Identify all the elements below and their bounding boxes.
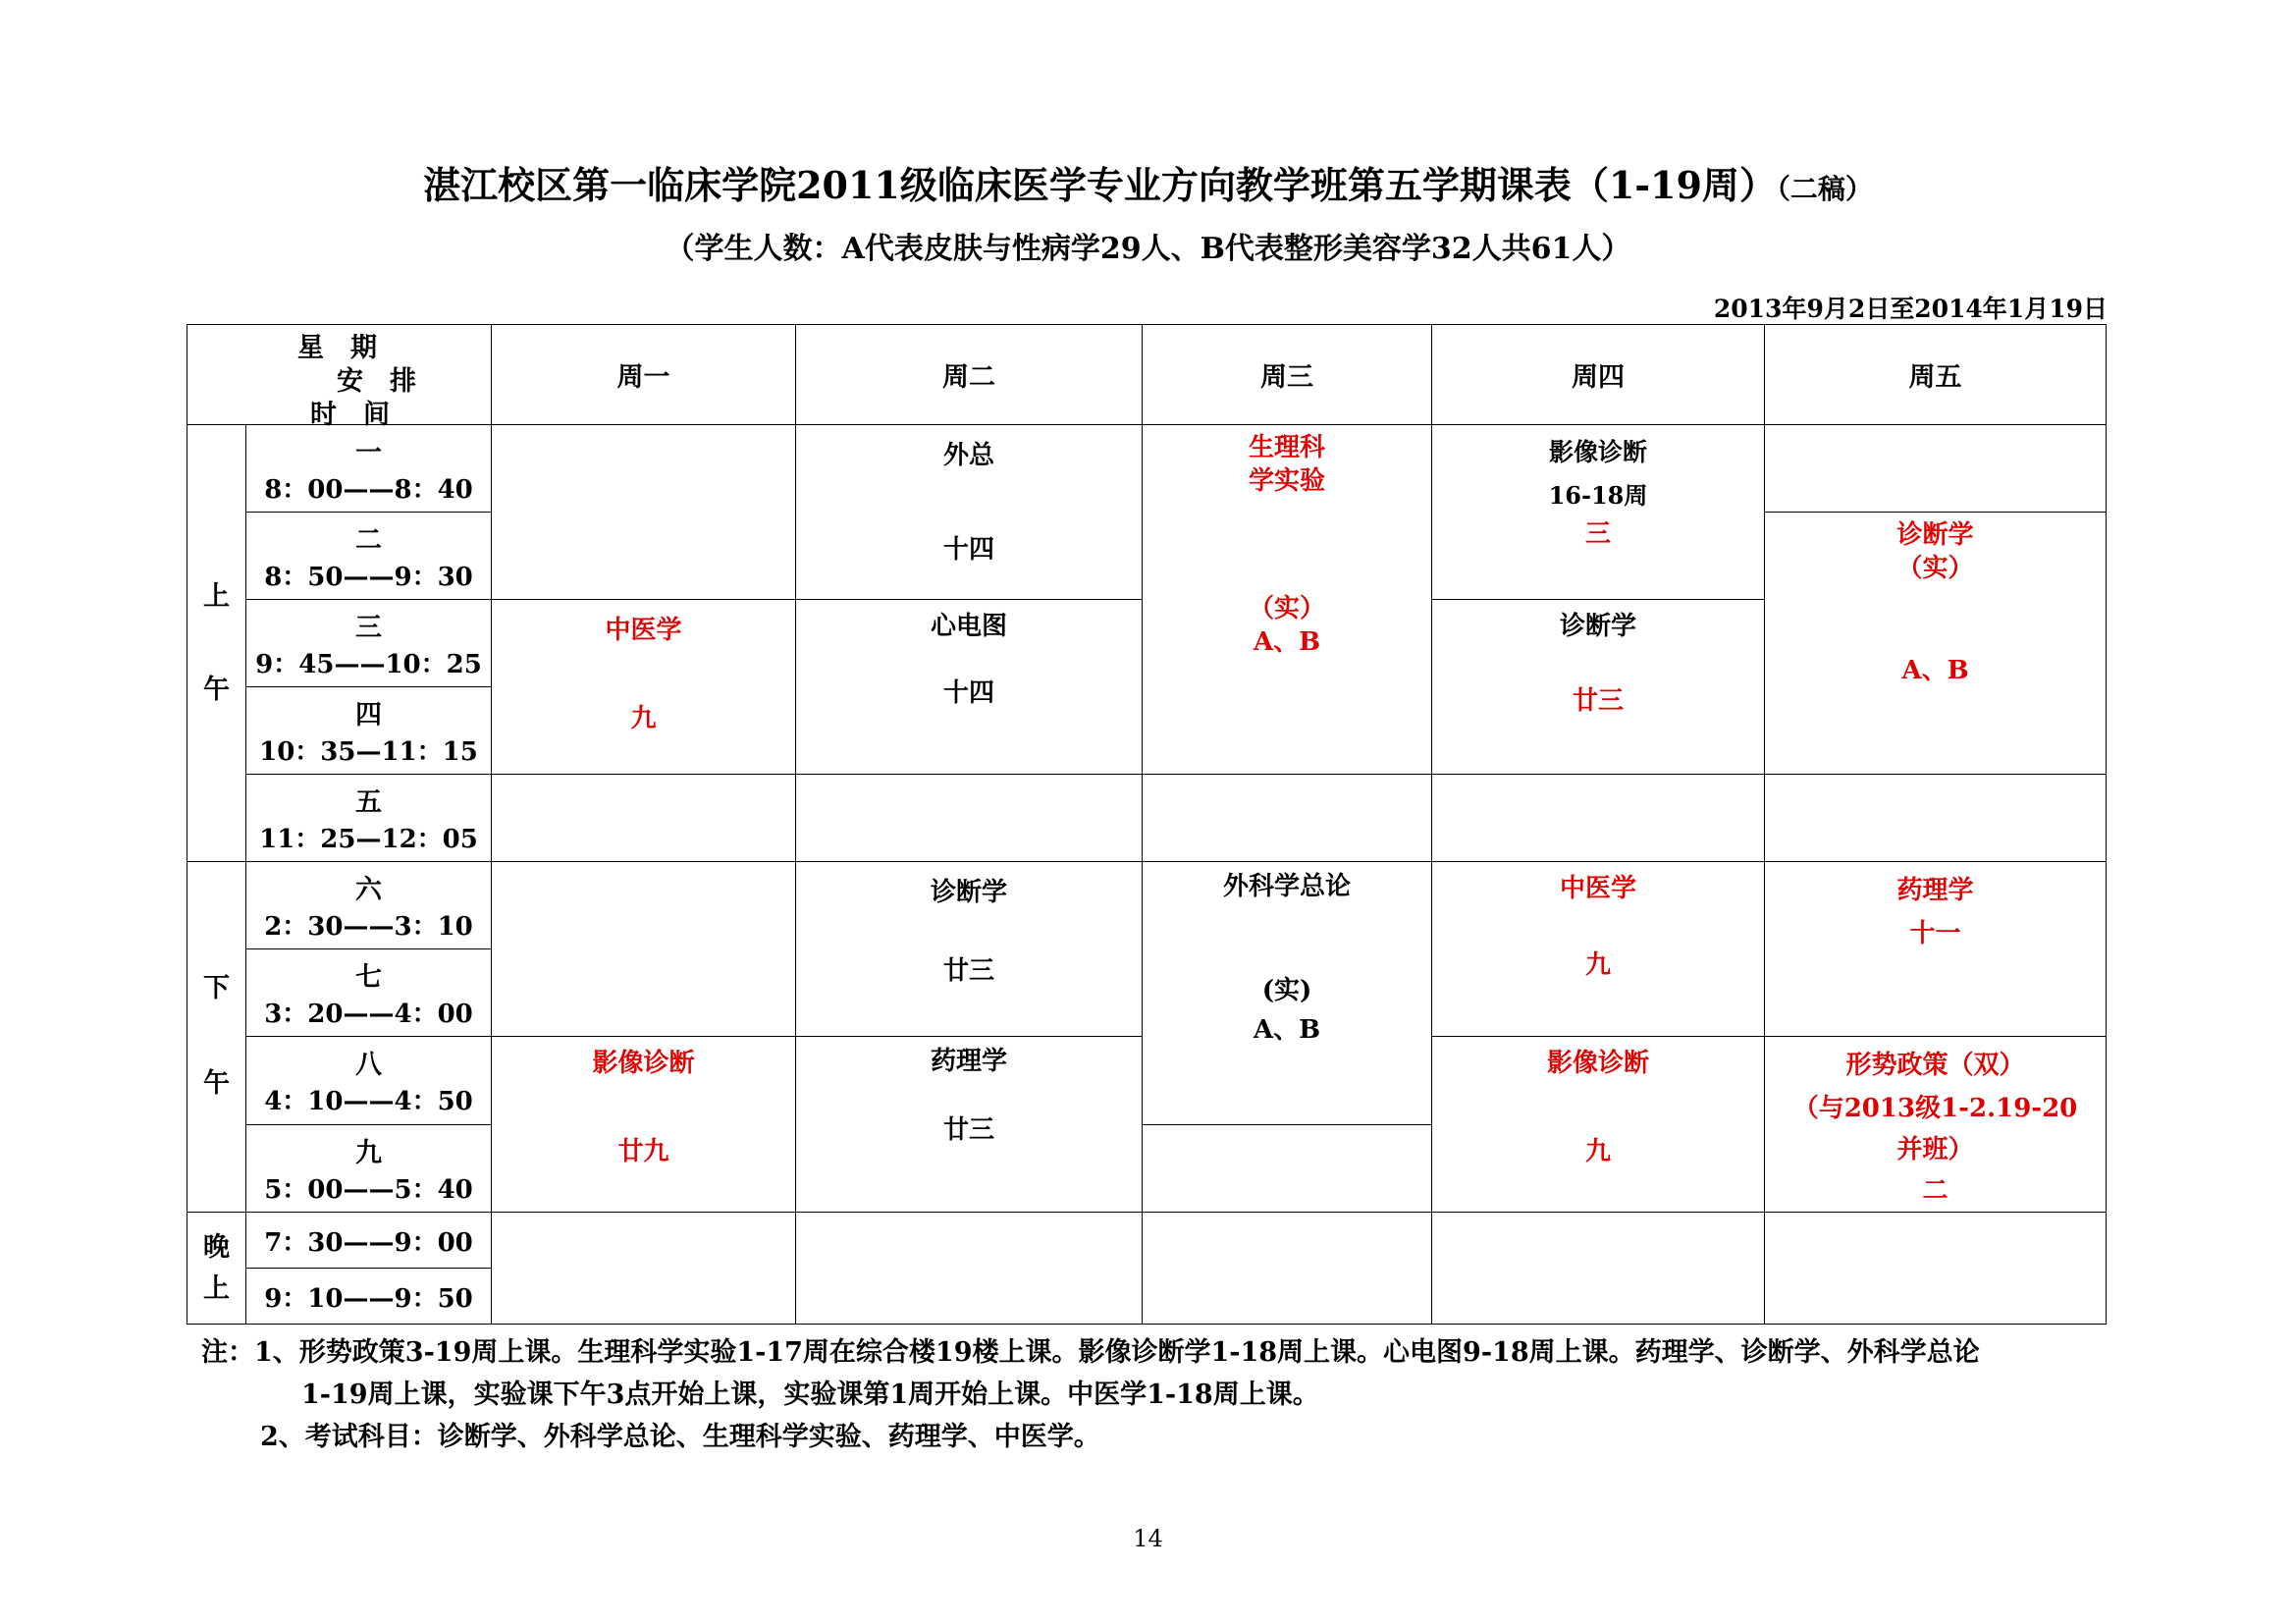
time-slot-8 (246, 1037, 492, 1125)
course-groups: A、B (1253, 627, 1321, 657)
course-hours: 廿三 (1572, 686, 1624, 716)
cell-tue-pm12 (796, 862, 1143, 1037)
slot-number: 六 (355, 875, 382, 905)
cell-thu-am12 (1432, 425, 1765, 600)
course-hours: 十四 (942, 535, 994, 565)
slot-time: 2：30——3：10 (264, 912, 473, 942)
day-header-tue: 周二 (796, 325, 1143, 425)
course-weeks: 16-18周 (1548, 481, 1648, 510)
schedule-table (187, 324, 2107, 1325)
course-hours: 十一 (1909, 919, 1961, 948)
cell-tue-am12 (796, 425, 1143, 600)
slot-number: 四 (355, 700, 382, 731)
page-subtitle: （学生人数：A代表皮肤与性病学29人、B代表整形美容学32人共61人） (665, 232, 1631, 266)
page-number: 14 (1133, 1525, 1163, 1552)
cell-thu-pm12 (1432, 862, 1765, 1037)
course-name: 中医学 (605, 616, 682, 645)
course-hours: 九 (1584, 950, 1611, 980)
notes (201, 1331, 1980, 1458)
course-hours: 九 (630, 704, 657, 733)
course-name: 药理学 (930, 1047, 1007, 1076)
time-slot-6 (246, 862, 492, 949)
course-name: 外科学总论 (1222, 872, 1351, 901)
slot-number: 九 (355, 1137, 382, 1168)
course-hours: 廿三 (942, 956, 994, 986)
time-slot-7 (246, 949, 492, 1037)
slot-time: 11：25—12：05 (259, 825, 478, 854)
title-note: （二稿） (1776, 173, 1873, 205)
course-name: 药理学 (1896, 876, 1974, 905)
slot-time: 8：50——9：30 (264, 563, 473, 592)
slot-time: 9：45——10：25 (255, 650, 482, 679)
course-groups: A、B (1253, 1015, 1321, 1045)
header-row (187, 325, 2107, 425)
time-slot-3 (246, 600, 492, 687)
table-row (187, 425, 2107, 513)
cell-thu-pm34 (1432, 1037, 1765, 1213)
period-pm-char-2: 午 (203, 1068, 230, 1100)
course-name: 影像诊断 (592, 1049, 695, 1078)
note-line-1: 注：1、形势政策3-19周上课。生理科学实验1-17周在综合楼19楼上课。影像诊断学1-18周上课。心电图9-18周上课。药理学、诊断学、外科学总论 (201, 1337, 1980, 1368)
course-type: （实） (1896, 554, 1974, 583)
cell-wed-eve (1143, 1213, 1432, 1325)
page-title (0, 155, 2296, 209)
period-am-char-1: 上 (203, 581, 230, 613)
time-slot-4 (246, 687, 492, 775)
title-main: 湛江校区第一临床学院2011级临床医学专业方向教学班第五学期课表（1-19周） (423, 163, 1777, 207)
time-slot-9 (246, 1124, 492, 1213)
slot-time: 3：20——4：00 (264, 1000, 473, 1029)
period-pm-char-1: 下 (203, 973, 230, 1004)
cell-fri-am1 (1765, 425, 2107, 513)
cell-thu-am5 (1432, 775, 1765, 862)
slot-time: 5：00——5：40 (264, 1174, 473, 1205)
cell-fri-pm12 (1765, 862, 2107, 1037)
course-name: 形势政策（双） (1845, 1051, 2025, 1080)
time-slot-1 (246, 425, 492, 513)
course-note-line-2: 并班） (1896, 1135, 1974, 1164)
cell-fri-eve (1765, 1213, 2107, 1325)
slot-number: 五 (355, 787, 382, 818)
cell-mon-pm34 (492, 1037, 796, 1213)
cell-tue-am5 (796, 775, 1143, 862)
cell-mon-am5 (492, 775, 796, 862)
cell-tue-pm34 (796, 1037, 1143, 1213)
cell-tue-eve (796, 1213, 1143, 1325)
course-name: 外总 (942, 441, 994, 470)
period-eve-char-2: 上 (203, 1272, 230, 1304)
course-name-line-2: 学实验 (1248, 466, 1325, 496)
day-header-wed: 周三 (1143, 325, 1432, 425)
course-name: 诊断学 (1896, 520, 1974, 550)
corner-line-3: 时 间 (310, 399, 390, 430)
note-line-3: 2、考试科目：诊断学、外科学总论、生理科学实验、药理学、中医学。 (260, 1422, 1100, 1452)
period-pm (187, 862, 246, 1213)
cell-fri-am5 (1765, 775, 2107, 862)
table-row (187, 775, 2107, 862)
day-header-thu: 周四 (1432, 325, 1765, 425)
evening-slot-1: 7：30——9：00 (246, 1213, 492, 1269)
table-row (187, 862, 2107, 949)
course-note-line-1: （与2013级1-2.19-20 (1792, 1094, 2078, 1123)
course-name: 诊断学 (1559, 612, 1636, 641)
course-name: 影像诊断 (1548, 438, 1647, 466)
course-name: 中医学 (1559, 874, 1636, 903)
course-groups: A、B (1901, 656, 1969, 685)
course-type: (实) (1261, 976, 1312, 1005)
slot-number: 二 (355, 525, 382, 556)
cell-tue-am34 (796, 600, 1143, 775)
corner-line-1: 星 期 (297, 332, 377, 363)
table-row (187, 1213, 2107, 1269)
course-hours: 廿三 (942, 1115, 994, 1145)
slot-time: 10：35—11：15 (259, 737, 478, 767)
period-am (187, 425, 246, 862)
day-header-mon: 周一 (492, 325, 796, 425)
course-name-line-1: 生理科 (1248, 433, 1325, 462)
cell-fri-pm34 (1765, 1037, 2107, 1213)
slot-time: 4：10——4：50 (264, 1087, 473, 1117)
cell-wed-pm4 (1143, 1124, 1432, 1213)
period-eve (187, 1213, 246, 1325)
cell-mon-am12 (492, 425, 796, 600)
cell-thu-am34 (1432, 600, 1765, 775)
course-type: （实） (1248, 594, 1325, 623)
course-hours: 十四 (942, 678, 994, 708)
slot-time: 8：00——8：40 (264, 475, 473, 505)
day-header-fri: 周五 (1765, 325, 2107, 425)
cell-wed-pm (1143, 862, 1432, 1125)
cell-fri-am234 (1765, 513, 2107, 775)
note-line-2: 1-19周上课，实验课下午3点开始上课，实验课第1周开始上课。中医学1-18周上课。 (301, 1380, 1319, 1410)
course-hours: 三 (1584, 519, 1611, 549)
cell-mon-eve (492, 1213, 796, 1325)
slot-number: 八 (355, 1050, 382, 1081)
period-eve-char-1: 晚 (203, 1231, 230, 1263)
time-slot-5 (246, 775, 492, 862)
cell-wed-am (1143, 425, 1432, 775)
date-range: 2013年9月2日至2014年1月19日 (1713, 295, 2108, 323)
cell-mon-am34 (492, 600, 796, 775)
corner-header (187, 325, 492, 430)
course-hours: 九 (1584, 1137, 1611, 1166)
evening-slot-2: 9：10——9：50 (246, 1269, 492, 1325)
course-name: 诊断学 (930, 878, 1007, 907)
cell-thu-eve (1432, 1213, 1765, 1325)
cell-mon-pm12 (492, 862, 796, 1037)
course-hours: 二 (1922, 1176, 1949, 1206)
course-name: 影像诊断 (1546, 1049, 1649, 1078)
time-slot-2 (246, 513, 492, 600)
cell-wed-am5 (1143, 775, 1432, 862)
slot-number: 三 (355, 613, 382, 643)
corner-line-2: 安 排 (337, 365, 416, 397)
course-name: 心电图 (930, 612, 1007, 641)
period-am-char-2: 午 (203, 674, 230, 705)
course-hours: 廿九 (617, 1137, 669, 1166)
slot-number: 七 (355, 962, 382, 993)
slot-number: 一 (355, 438, 382, 468)
